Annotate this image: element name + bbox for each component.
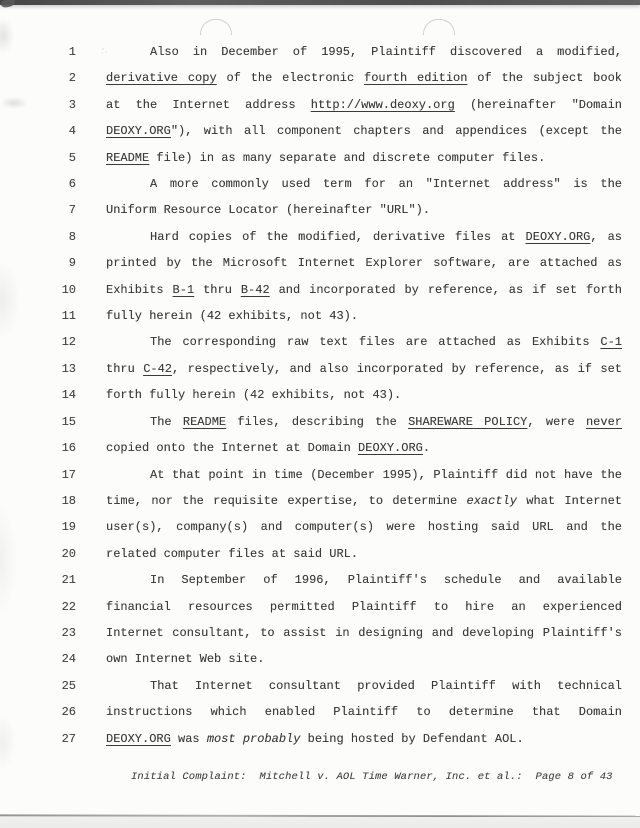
document-line [0, 277, 640, 303]
underlined-text: derivative copy [106, 71, 217, 86]
text-segment: and incorporated by reference, as if set forth [269, 282, 622, 297]
line-text [106, 435, 622, 461]
line-text [106, 92, 622, 118]
text-segment: own Internet Web site. [106, 652, 265, 667]
underlined-text: README [106, 150, 150, 165]
document-line [0, 646, 640, 672]
underlined-text: B-1 [172, 282, 195, 297]
line-number: 27 [61, 731, 76, 746]
document-line [0, 356, 640, 382]
line-text [106, 726, 622, 752]
line-number: 1 [68, 45, 76, 59]
underlined-text: http://www.deoxy.org [310, 97, 455, 112]
text-segment: financial resources permitted Plaintiff to hire an experienced [106, 599, 622, 614]
line-text [106, 673, 622, 699]
text-segment: A more commonly used term for an "Internet address" is the [150, 177, 622, 192]
text-segment: (hereinafter "Domain [454, 97, 622, 112]
line-text [106, 541, 622, 567]
line-number: 18 [61, 493, 76, 508]
line-number: 14 [61, 388, 76, 403]
document-line [0, 409, 640, 435]
line-number: 10 [61, 282, 76, 297]
document-line [0, 145, 640, 171]
text-segment: , were [527, 414, 586, 429]
text-segment: instructions which enabled Plaintiff to determine that Domain [106, 705, 622, 720]
text-segment: at the Internet address [106, 97, 311, 112]
text-segment: fully herein (42 exhibits, not 43). [106, 309, 359, 324]
document-lines [0, 39, 640, 752]
text-segment: The [150, 414, 183, 429]
line-number: 15 [61, 414, 76, 429]
line-number: 12 [61, 335, 76, 350]
text-segment: At that point in time (December 1995), Plaintiff did not have the [150, 467, 622, 482]
line-text [106, 594, 622, 620]
line-text [106, 171, 622, 197]
underlined-text: never [585, 414, 622, 429]
line-text [106, 514, 622, 540]
text-segment: That Internet consultant provided Plaintiff with technical [150, 678, 622, 693]
line-text [106, 488, 622, 514]
line-text [106, 39, 622, 65]
underlined-text: C-42 [143, 361, 173, 376]
line-text [106, 145, 622, 171]
document-line [0, 594, 640, 620]
line-text [106, 277, 622, 303]
line-number: 26 [61, 705, 76, 720]
underlined-text: fourth edition [364, 71, 468, 86]
document-line [0, 171, 640, 197]
line-text [106, 409, 622, 435]
line-number: 3 [68, 97, 76, 112]
text-segment: user(s), company(s) and computer(s) were hosting said URL and the [106, 520, 622, 535]
text-segment: of the electronic [216, 71, 364, 86]
line-number: 7 [68, 203, 76, 218]
text-segment: , as [590, 229, 622, 244]
text-segment: Also in December of 1995, Plaintiff discovered a modified, [150, 45, 622, 59]
text-segment: thru [194, 282, 241, 297]
underlined-text: DEOXY.ORG [106, 731, 171, 746]
line-number: 9 [68, 256, 76, 271]
line-text [106, 382, 622, 408]
text-segment: Exhibits [106, 282, 173, 297]
document-line [0, 92, 640, 118]
line-number: 24 [61, 652, 76, 667]
text-segment: of the subject book [467, 71, 622, 86]
underlined-text: DEOXY.ORG [358, 441, 423, 456]
document-line [0, 567, 640, 593]
text-segment: Internet consultant, to assist in designing and developing Plaintiff's [106, 625, 622, 640]
line-number: 25 [61, 678, 76, 693]
scan-smudge-corner [0, 0, 16, 9]
line-number: 20 [61, 546, 76, 561]
document-line [0, 329, 640, 355]
text-segment: , respectively, and also incorporated by reference, as if set [172, 361, 622, 376]
text-segment: thru [106, 361, 144, 376]
document-line [0, 514, 640, 540]
line-number: 19 [61, 520, 76, 535]
underlined-text: DEOXY.ORG [106, 124, 171, 139]
line-text [106, 646, 622, 672]
text-segment: being hosted by Defendant AOL. [300, 731, 524, 746]
line-text [106, 329, 622, 355]
line-text [106, 65, 622, 91]
document-line [0, 726, 640, 752]
document-line [0, 488, 640, 514]
text-segment: related computer files at said URL. [106, 546, 359, 561]
italic-text: exactly [466, 493, 517, 508]
hole-punch-mark [423, 19, 455, 35]
document-line [0, 462, 640, 488]
line-number: 5 [68, 150, 76, 165]
text-segment: . [422, 441, 431, 456]
text-segment: was [170, 731, 207, 746]
line-number: 22 [61, 599, 76, 614]
line-number: 17 [61, 467, 76, 482]
line-text [106, 250, 622, 276]
line-text [106, 699, 622, 725]
document-line [0, 620, 640, 646]
document-line [0, 303, 640, 329]
document-line [0, 699, 640, 725]
text-segment: Hard copies of the modified, derivative files at [150, 229, 526, 244]
line-text [106, 224, 622, 250]
line-text [106, 620, 622, 646]
line-number: 16 [61, 441, 76, 456]
text-segment: The corresponding raw text files are attached as Exhibits [150, 335, 601, 350]
line-number: 13 [61, 361, 76, 376]
underlined-text: DEOXY.ORG [525, 229, 591, 244]
line-text [106, 197, 622, 223]
underlined-text: SHAREWARE POLICY [408, 414, 528, 429]
line-text [106, 118, 622, 144]
page-footer: Initial Complaint: Mitchell v. AOL Time Warner, Inc. et al.: Page 8 of 43 [131, 771, 613, 783]
line-number: 4 [68, 124, 76, 139]
text-segment: copied onto the Internet at Domain [106, 441, 359, 456]
document-line [0, 197, 640, 223]
hole-punch-mark [200, 19, 232, 35]
scan-edge-artifact-top [0, 0, 640, 5]
text-segment: file) in as many separate and discrete computer files. [149, 150, 546, 165]
document-line [0, 435, 640, 461]
text-segment: In September of 1996, Plaintiff's schedule and available [150, 573, 622, 588]
document-line [0, 224, 640, 250]
document-line [0, 541, 640, 567]
document-line [0, 65, 640, 91]
line-number: 2 [68, 71, 76, 86]
line-text [106, 462, 622, 488]
text-segment: time, nor the requisite expertise, to determine [106, 493, 467, 508]
text-segment: files, describing the [226, 414, 409, 429]
underlined-text: C-1 [600, 335, 622, 350]
text-segment: Uniform Resource Locator (hereinafter "URL"). [106, 203, 431, 218]
line-number: 8 [68, 229, 76, 244]
italic-text: most probably [206, 731, 301, 746]
line-number: 11 [61, 309, 76, 324]
text-segment: printed by the Microsoft Internet Explorer software, are attached as [106, 256, 622, 271]
text-segment: what Internet [516, 493, 622, 508]
text-segment: "), with all component chapters and appendices (except the [170, 124, 622, 139]
scan-background-bottom [0, 817, 640, 828]
line-text [106, 303, 622, 329]
line-number: 6 [68, 177, 76, 192]
line-text [106, 356, 622, 382]
document-line [0, 673, 640, 699]
underlined-text: README [182, 414, 227, 429]
text-segment: forth fully herein (42 exhibits, not 43). [106, 388, 402, 403]
document-line [0, 118, 640, 144]
line-number: 23 [61, 625, 76, 640]
line-text [106, 567, 622, 593]
document-line [0, 382, 640, 408]
line-number: 21 [61, 573, 76, 588]
underlined-text: B-42 [240, 282, 270, 297]
document-line [0, 39, 640, 65]
document-line [0, 250, 640, 276]
